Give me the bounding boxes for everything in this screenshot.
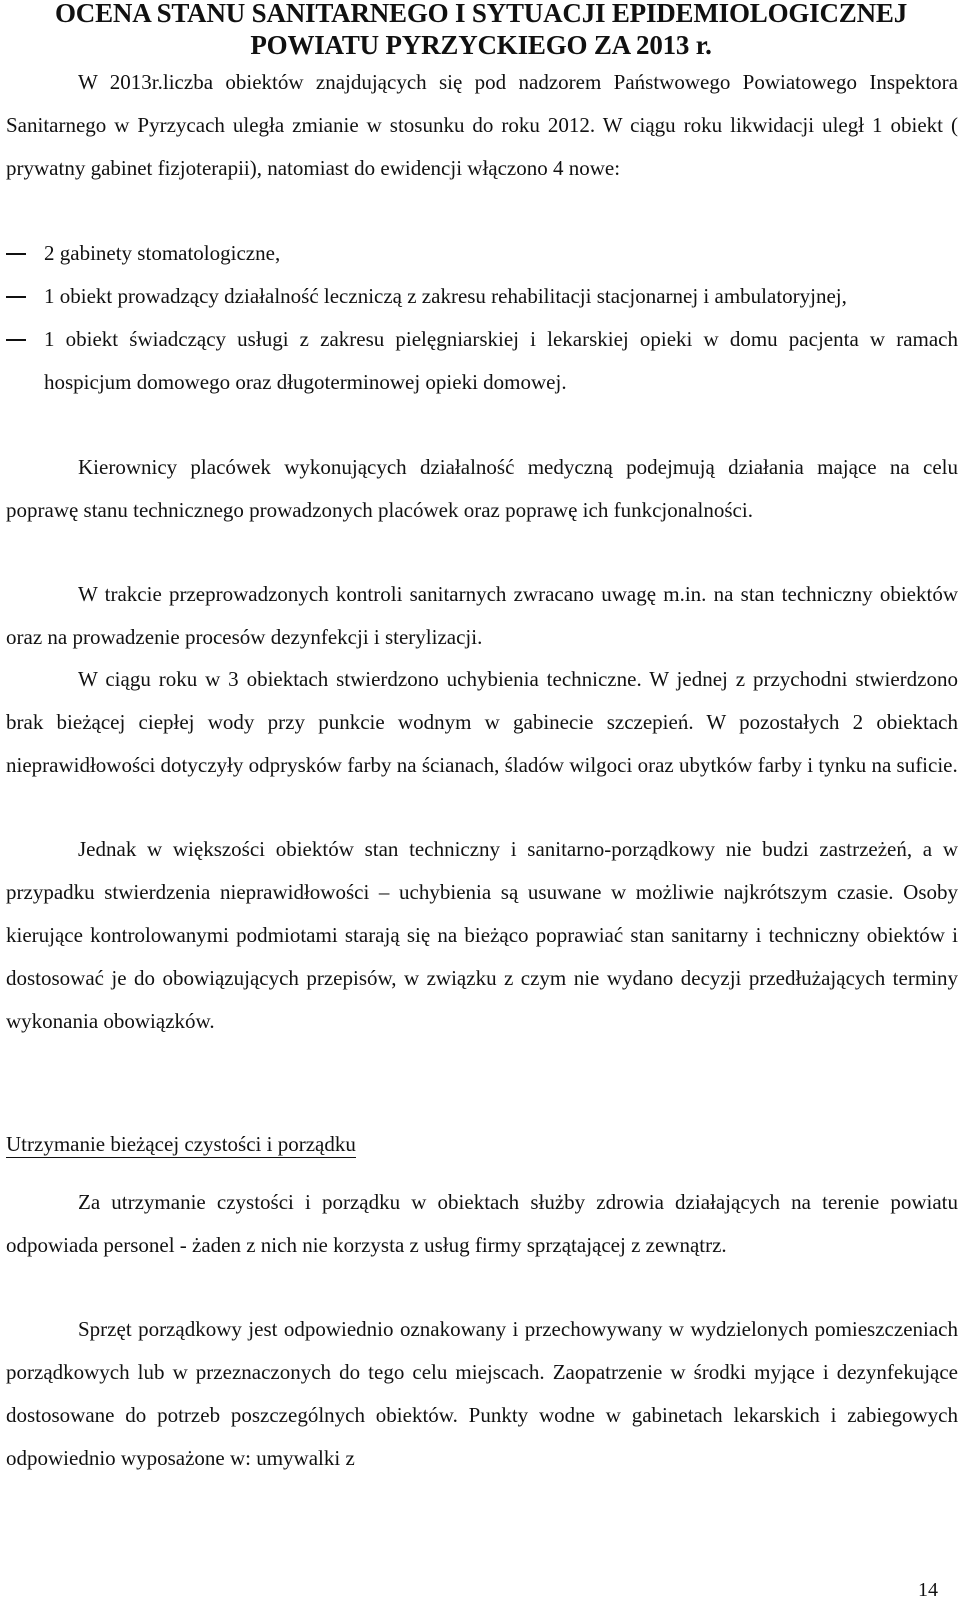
document-title-line-2: POWIATU PYRZYCKIEGO ZA 2013 r.: [250, 30, 712, 60]
document-title-line-1: OCENA STANU SANITARNEGO I SYTUACJI EPIDEMIOLOGICZNEJ: [55, 0, 907, 28]
section-heading-text: Utrzymanie bieżącej czystości i porządku: [6, 1132, 356, 1156]
body-paragraph: Jednak w większości obiektów stan techniczny i sanitarno-porządkowy nie budzi zastrzeżeń, a w przypadku stwierdzenia nieprawidłowości – uchybienia są usuwane w możliwie najkrótszym czasie. Osoby kierujące kontrolowanymi podmiotami starają się na bieżąco poprawiać stan sanitarny i techniczny obiektów i dostosować je do obowiązujących przepisów, w związku z czym nie wydano decyzji przedłużających terminy wykonania obowiązków.: [6, 837, 958, 1033]
body-paragraph: Kierownicy placówek wykonujących działalność medyczną podejmują działania mające na celu poprawę stanu technicznego prowadzonych placówek oraz poprawę ich funkcjonalności.: [6, 455, 958, 522]
list-item-text: 2 gabinety stomatologiczne,: [44, 241, 281, 265]
list-item: [6, 275, 958, 318]
section-paragraph: Za utrzymanie czystości i porządku w obiektach służby zdrowia działających na terenie powiatu odpowiada personel - żaden z nich nie korzysta z usług firmy sprzątającej z zewnątrz.: [6, 1190, 958, 1257]
page-number: 14: [918, 1579, 938, 1601]
section-heading: [6, 1123, 356, 1166]
list-item: [6, 318, 958, 404]
list-item-text: 1 obiekt prowadzący działalność leczniczą z zakresu rehabilitacji stacjonarnej i ambulatoryjnej,: [44, 284, 847, 308]
new-facilities-list: [6, 232, 958, 404]
body-paragraph: W ciągu roku w 3 obiektach stwierdzono uchybienia techniczne. W jednej z przychodni stwierdzono brak bieżącej ciepłej wody przy punkcie wodnym w gabinecie szczepień. W pozostałych 2 obiektach nieprawidłowości dotyczyły odprysków farby na ścianach, śladów wilgoci oraz ubytków farby i tynku na suficie.: [6, 667, 958, 777]
intro-paragraph: W 2013r.liczba obiektów znajdujących się pod nadzorem Państwowego Powiatowego Inspektora Sanitarnego w Pyrzycach uległa zmianie w stosunku do roku 2012. W ciągu roku likwidacji uległ 1 obiekt ( prywatny gabinet fizjoterapii), natomiast do ewidencji włączono 4 nowe:: [6, 70, 958, 180]
body-paragraph: W trakcie przeprowadzonych kontroli sanitarnych zwracano uwagę m.in. na stan techniczny obiektów oraz na prowadzenie procesów dezynfekcji i sterylizacji.: [6, 582, 958, 649]
section-paragraph: Sprzęt porządkowy jest odpowiednio oznakowany i przechowywany w wydzielonych pomieszczeniach porządkowych lub w przeznaczonych do tego celu miejscach. Zaopatrzenie w środki myjące i dezynfekujące dostosowane do potrzeb poszczególnych obiektów. Punkty wodne w gabinetach lekarskich i zabiegowych odpowiednio wyposażone w: umywalki z: [6, 1317, 958, 1470]
list-item-text: 1 obiekt świadczący usługi z zakresu pielęgniarskiej i lekarskiej opieki w domu pacjenta w ramach hospicjum domowego oraz długoterminowej opieki domowej.: [44, 327, 958, 394]
list-item: [6, 232, 958, 275]
